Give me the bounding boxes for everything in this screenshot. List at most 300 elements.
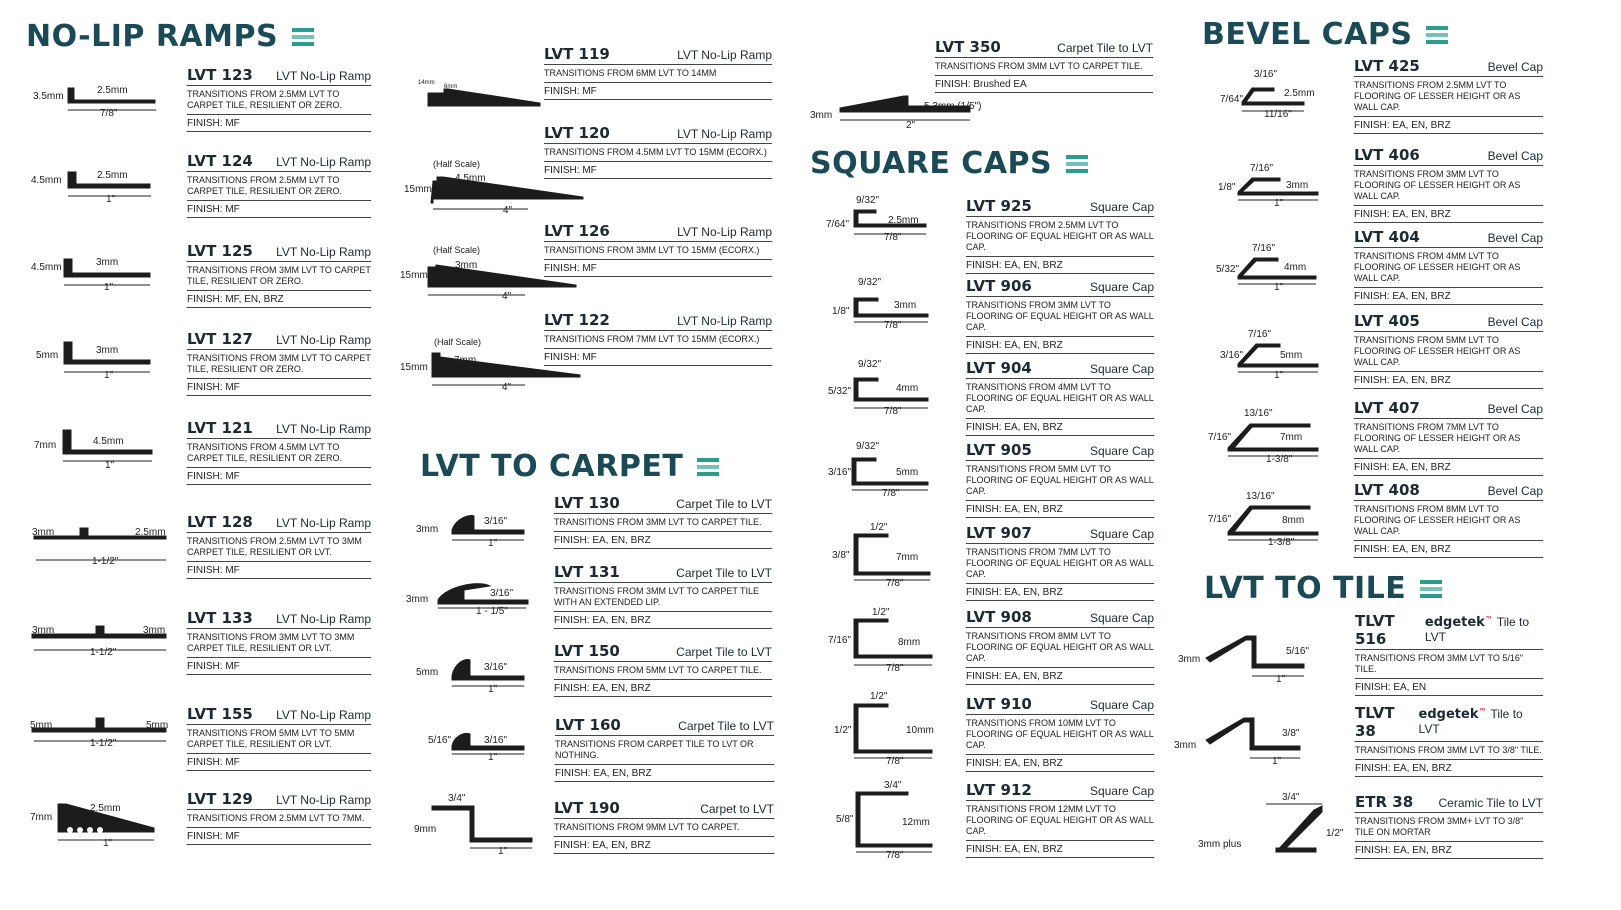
dim-label: 3mm	[96, 257, 119, 268]
product-category: Bevel Cap	[1487, 231, 1543, 245]
product-finish: FINISH: EA, EN, BRZ	[1354, 459, 1543, 476]
profile-diagram-lvt-190	[412, 792, 537, 856]
section-bars-icon	[292, 28, 314, 46]
dim-label: 5mm	[896, 467, 919, 478]
product-description: TRANSITIONS FROM 7MM LVT TO 15MM (ECORX.)	[544, 331, 772, 349]
dim-label: 3mm	[455, 260, 478, 271]
profile-diagram-lvt-907	[830, 520, 940, 590]
dim-label: 3/4"	[884, 780, 902, 791]
product-finish: FINISH: EA, EN	[1355, 679, 1543, 696]
dim-label: 4"	[502, 382, 512, 393]
dim-label: 7/16"	[828, 635, 852, 646]
dim-label: 3mm	[143, 625, 166, 636]
product-code: LVT 908	[966, 608, 1032, 626]
section-heading-square-caps	[810, 146, 1088, 181]
dim-label: 4.5mm	[31, 175, 62, 186]
product-description: TRANSITIONS FROM 3MM LVT TO CARPET TILE.	[935, 58, 1153, 76]
section-heading-bevel-caps	[1202, 17, 1448, 52]
product-category: Square Cap	[1089, 784, 1154, 798]
brand-logo: edgetek™	[1418, 707, 1487, 722]
product-category: Square Cap	[1089, 611, 1154, 625]
product-lvt-123	[187, 66, 371, 132]
profile-diagram-lvt-405	[1218, 326, 1338, 382]
product-code: TLVT 516	[1355, 612, 1395, 648]
profile-diagram-etr-38	[1196, 790, 1346, 858]
dim-label: 7/8"	[882, 488, 900, 499]
dim-label: 3/16"	[484, 662, 508, 673]
profile-diagram-lvt-150	[414, 654, 534, 694]
product-code: LVT 122	[544, 311, 610, 329]
product-finish: FINISH: Brushed EA	[935, 76, 1153, 93]
dim-label: 1"	[488, 684, 498, 695]
product-lvt-130	[554, 494, 772, 549]
dim-label: (Half Scale)	[433, 245, 481, 255]
profile-diagram-lvt-129	[30, 800, 170, 850]
profile-diagram-lvt-912	[834, 776, 944, 860]
dim-label: 4mm	[1284, 262, 1307, 273]
dim-label: 13/16"	[1246, 491, 1275, 502]
product-finish: FINISH: MF	[544, 162, 772, 179]
product-code: LVT 905	[966, 441, 1032, 459]
profile-diagram-lvt-127	[30, 340, 170, 380]
dim-label: 1"	[498, 846, 508, 857]
product-category: Ceramic Tile to LVT	[1438, 796, 1543, 810]
dim-label: 1-3/8"	[1268, 537, 1295, 548]
product-code: LVT 127	[187, 330, 253, 348]
product-code: LVT 123	[187, 66, 253, 84]
dim-label: 3mm	[416, 524, 439, 535]
product-lvt-131	[554, 563, 772, 629]
product-lvt-925	[966, 197, 1154, 274]
product-description: TRANSITIONS FROM 3MM LVT TO CARPET TILE, RESILIENT OR ZERO.	[187, 350, 371, 379]
dim-label: 2.5mm	[1284, 88, 1315, 99]
product-finish: FINISH: MF	[544, 83, 772, 100]
dim-label: 9/32"	[858, 359, 882, 370]
dim-label: 7/8"	[884, 406, 902, 417]
product-code: LVT 130	[554, 494, 620, 512]
dim-label: 7/16"	[1208, 432, 1232, 443]
profile-diagram-lvt-155	[30, 716, 170, 752]
product-category: LVT No-Lip Ramp	[276, 793, 371, 807]
product-category: Square Cap	[1089, 527, 1154, 541]
profile-diagram-lvt-133	[30, 622, 170, 662]
product-category: Carpet Tile to LVT	[678, 719, 774, 733]
product-finish: FINISH: EA, EN, BRZ	[966, 668, 1154, 685]
profile-diagram-lvt-350	[808, 92, 982, 132]
dim-label: 9mm	[414, 824, 437, 835]
product-category: Square Cap	[1089, 280, 1154, 294]
profile-diagram-lvt-124	[30, 166, 170, 206]
dim-label: 1-3/8"	[1266, 454, 1293, 465]
dim-label: 7/8"	[100, 108, 118, 119]
dim-label: 4.5mm	[93, 436, 124, 447]
product-lvt-406	[1354, 146, 1543, 223]
dim-label: 5/32"	[828, 386, 852, 397]
product-category: LVT No-Lip Ramp	[276, 69, 371, 83]
product-code: LVT 906	[966, 277, 1032, 295]
profile-diagram-tlvt-38	[1172, 712, 1332, 772]
product-lvt-905	[966, 441, 1154, 518]
product-description: TRANSITIONS FROM 3MM LVT TO FLOORING OF EQUAL HEIGHT OR AS WALL CAP.	[966, 297, 1154, 337]
product-code: LVT 120	[544, 124, 610, 142]
product-finish: FINISH: EA, EN, BRZ	[966, 337, 1154, 354]
dim-label: 2.5mm	[888, 215, 919, 226]
product-category: LVT No-Lip Ramp	[677, 127, 772, 141]
section-bars-icon	[1420, 580, 1442, 598]
product-category: LVT No-Lip Ramp	[276, 612, 371, 626]
dim-label: 1 - 1/5"	[476, 606, 508, 617]
product-description: TRANSITIONS FROM 3MM LVT TO 15MM (ECORX.)	[544, 242, 772, 260]
section-title: LVT TO CARPET	[420, 449, 684, 484]
product-category: Square Cap	[1089, 444, 1154, 458]
product-lvt-128	[187, 513, 371, 579]
dim-label: 1/2"	[870, 691, 888, 702]
product-etr-38	[1355, 793, 1543, 859]
product-description: TRANSITIONS FROM 10MM LVT TO FLOORING OF EQUAL HEIGHT OR AS WALL CAP.	[966, 715, 1154, 755]
dim-label: 3/16"	[1254, 69, 1278, 80]
dim-label: 1"	[104, 370, 114, 381]
dim-label: 3.5mm	[33, 91, 64, 102]
dim-label: 3/8"	[832, 550, 850, 561]
product-lvt-124	[187, 152, 371, 218]
dim-label: 12mm	[902, 817, 930, 828]
profile-diagram-lvt-126	[400, 243, 585, 301]
product-code: LVT 912	[966, 781, 1032, 799]
profile-diagram-lvt-408	[1206, 488, 1336, 548]
product-lvt-908	[966, 608, 1154, 685]
product-category: edgetek™ Tile to LVT	[1424, 615, 1530, 644]
product-lvt-127	[187, 330, 371, 396]
product-finish: FINISH: EA, EN, BRZ	[1354, 206, 1543, 223]
product-lvt-912	[966, 781, 1154, 858]
product-finish: FINISH: EA, EN, BRZ	[554, 612, 772, 629]
dim-label: 3/16"	[484, 735, 508, 746]
product-code: LVT 160	[555, 716, 621, 734]
product-finish: FINISH: EA, EN, BRZ	[966, 501, 1154, 518]
dim-label: 1/2"	[872, 607, 890, 618]
dim-label: 1"	[488, 752, 498, 763]
profile-diagram-lvt-406	[1218, 160, 1338, 212]
dim-label: 1"	[1274, 370, 1284, 381]
dim-label: 7/64"	[1220, 94, 1244, 105]
product-category: Carpet to LVT	[700, 802, 774, 816]
dim-label: 9/32"	[858, 277, 882, 288]
product-code: LVT 155	[187, 705, 253, 723]
profile-diagram-lvt-906	[830, 274, 940, 332]
product-category: LVT No-Lip Ramp	[677, 225, 772, 239]
profile-diagram-lvt-128	[30, 520, 170, 568]
dim-label: 1/8"	[832, 306, 850, 317]
profile-diagram-lvt-404	[1216, 240, 1336, 294]
product-category: Carpet Tile to LVT	[1057, 41, 1153, 55]
product-code: LVT 925	[966, 197, 1032, 215]
product-description: TRANSITIONS FROM 2.5MM LVT TO CARPET TILE, RESILIENT OR ZERO.	[187, 172, 371, 201]
dim-label: 7mm	[1280, 432, 1303, 443]
product-code: ETR 38	[1355, 793, 1414, 811]
dim-label: 15mm	[404, 184, 432, 195]
product-lvt-133	[187, 609, 371, 675]
dim-label: 3/4"	[448, 793, 466, 804]
product-code: LVT 405	[1354, 312, 1420, 330]
product-finish: FINISH: EA, EN, BRZ	[1354, 541, 1543, 558]
dim-label: 5mm	[146, 720, 169, 731]
section-bars-icon	[1426, 26, 1448, 44]
product-description: TRANSITIONS FROM 3MM LVT TO 3MM CARPET TILE, RESILIENT OR LVT.	[187, 629, 371, 658]
dim-label: 1"	[488, 538, 498, 549]
dim-label: 5mm	[1280, 350, 1303, 361]
dim-label: 13/16"	[1244, 408, 1273, 419]
section-title: BEVEL CAPS	[1202, 17, 1413, 52]
product-category: edgetek™ Tile to LVT	[1418, 707, 1523, 736]
profile-diagram-lvt-130	[414, 508, 534, 548]
product-code: LVT 350	[935, 38, 1001, 56]
product-category: Carpet Tile to LVT	[676, 645, 772, 659]
product-description: TRANSITIONS FROM 3MM LVT TO CARPET TILE.	[554, 514, 772, 532]
product-category: LVT No-Lip Ramp	[276, 708, 371, 722]
section-heading-no-lip-ramps	[26, 19, 314, 54]
product-finish: FINISH: MF	[187, 562, 371, 579]
product-finish: FINISH: EA, EN, BRZ	[1354, 117, 1543, 134]
product-finish: FINISH: EA, EN, BRZ	[966, 419, 1154, 436]
dim-label: 3mm	[32, 625, 55, 636]
dim-label: 3/16"	[1220, 350, 1244, 361]
dim-label: 7mm	[454, 355, 477, 366]
product-description: TRANSITIONS FROM 5MM LVT TO CARPET TILE.	[554, 662, 772, 680]
product-tlvt-516	[1355, 612, 1543, 696]
dim-label: 2.5mm	[97, 170, 128, 181]
dim-label: 2"	[906, 120, 916, 131]
product-code: LVT 128	[187, 513, 253, 531]
dim-label: 1-1/2"	[90, 647, 117, 658]
product-finish: FINISH: EA, EN, BRZ	[554, 532, 772, 549]
dim-label: 1/2"	[870, 522, 888, 533]
profile-diagram-lvt-407	[1206, 404, 1336, 464]
product-code: LVT 407	[1354, 399, 1420, 417]
dim-label: 7/8"	[886, 756, 904, 767]
product-category: LVT No-Lip Ramp	[677, 314, 772, 328]
dim-label: 7/8"	[886, 850, 904, 861]
product-code: LVT 190	[554, 799, 620, 817]
product-code: LVT 121	[187, 419, 253, 437]
dim-label: 8mm	[898, 637, 921, 648]
dim-label: 7/8"	[886, 663, 904, 674]
product-lvt-150	[554, 642, 772, 697]
product-code: LVT 150	[554, 642, 620, 660]
dim-label: 1-1/2"	[92, 556, 119, 567]
product-description: TRANSITIONS FROM 5MM LVT TO 5MM CARPET TILE, RESILIENT OR LVT.	[187, 725, 371, 754]
product-description: TRANSITIONS FROM 5MM LVT TO FLOORING OF LESSER HEIGHT OR AS WALL CAP.	[1354, 332, 1543, 372]
product-description: TRANSITIONS FROM 4MM LVT TO FLOORING OF LESSER HEIGHT OR AS WALL CAP.	[1354, 248, 1543, 288]
dim-label: 1"	[1274, 282, 1284, 293]
product-lvt-125	[187, 242, 371, 308]
dim-label: 10mm	[906, 725, 934, 736]
product-description: TRANSITIONS FROM CARPET TILE TO LVT OR NOTHING.	[555, 736, 774, 765]
dim-label: 1"	[1274, 198, 1284, 209]
product-lvt-425	[1354, 57, 1543, 134]
product-finish: FINISH: EA, EN, BRZ	[554, 680, 772, 697]
product-lvt-906	[966, 277, 1154, 354]
product-lvt-404	[1354, 228, 1543, 305]
section-bars-icon	[697, 458, 719, 476]
dim-label: 9/32"	[856, 441, 880, 452]
product-description: TRANSITIONS FROM 3MM LVT TO FLOORING OF LESSER HEIGHT OR AS WALL CAP.	[1354, 166, 1543, 206]
product-lvt-350	[935, 38, 1153, 93]
product-finish: FINISH: MF	[187, 201, 371, 218]
product-description: TRANSITIONS FROM 9MM LVT TO CARPET.	[554, 819, 774, 837]
product-finish: FINISH: MF	[187, 115, 371, 132]
product-category: Square Cap	[1089, 362, 1154, 376]
dim-label: 4"	[502, 291, 512, 302]
dim-label: 3mm	[32, 527, 55, 538]
section-heading-lvt-to-tile	[1204, 571, 1442, 606]
product-finish: FINISH: MF, EN, BRZ	[187, 291, 371, 308]
product-category: Square Cap	[1089, 200, 1154, 214]
product-category: LVT No-Lip Ramp	[276, 333, 371, 347]
product-finish: FINISH: MF	[187, 379, 371, 396]
dim-label: 7mm	[34, 440, 57, 451]
product-finish: FINISH: MF	[544, 260, 772, 277]
product-category: LVT No-Lip Ramp	[677, 48, 772, 62]
dim-label: 7mm	[896, 552, 919, 563]
product-lvt-155	[187, 705, 371, 771]
product-description: TRANSITIONS FROM 8MM LVT TO FLOORING OF EQUAL HEIGHT OR AS WALL CAP.	[966, 628, 1154, 668]
product-code: LVT 133	[187, 609, 253, 627]
profile-diagram-lvt-905	[826, 438, 936, 498]
product-finish: FINISH: EA, EN, BRZ	[966, 584, 1154, 601]
product-finish: FINISH: EA, EN, BRZ	[554, 837, 774, 854]
product-lvt-119	[544, 45, 772, 100]
section-bars-icon	[1066, 155, 1088, 173]
product-finish: FINISH: MF	[544, 349, 772, 366]
dim-label: 1"	[105, 460, 115, 471]
profile-diagram-lvt-119	[418, 76, 548, 116]
product-description: TRANSITIONS FROM 6MM LVT TO 14MM	[544, 65, 772, 83]
profile-diagram-tlvt-516	[1176, 628, 1336, 688]
dim-label: 4.5mm	[31, 262, 62, 273]
dim-label: 2.5mm	[90, 803, 121, 814]
product-category: Carpet Tile to LVT	[676, 497, 772, 511]
product-code: TLVT 38	[1355, 704, 1395, 740]
dim-label: 3mm	[1286, 180, 1309, 191]
product-description: TRANSITIONS FROM 5MM LVT TO FLOORING OF EQUAL HEIGHT OR AS WALL CAP.	[966, 461, 1154, 501]
product-code: LVT 910	[966, 695, 1032, 713]
product-description: TRANSITIONS FROM 2.5MM LVT TO FLOORING OF EQUAL HEIGHT OR AS WALL CAP.	[966, 217, 1154, 257]
product-description: TRANSITIONS FROM 4MM LVT TO FLOORING OF EQUAL HEIGHT OR AS WALL CAP.	[966, 379, 1154, 419]
product-category: Bevel Cap	[1487, 315, 1543, 329]
dim-label: 3mm	[96, 345, 119, 356]
dim-label: 3mm	[810, 110, 833, 121]
product-lvt-407	[1354, 399, 1543, 476]
product-finish: FINISH: EA, EN, BRZ	[1354, 288, 1543, 305]
profile-diagram-lvt-910	[830, 688, 942, 768]
product-description: TRANSITIONS FROM 12MM LVT TO FLOORING OF EQUAL HEIGHT OR AS WALL CAP.	[966, 801, 1154, 841]
profile-diagram-lvt-125	[30, 255, 170, 295]
profile-diagram-lvt-122	[400, 335, 585, 393]
dim-label: 3/8"	[1282, 728, 1300, 739]
section-title: SQUARE CAPS	[810, 146, 1053, 181]
product-finish: FINISH: MF	[187, 828, 371, 845]
section-title: NO-LIP RAMPS	[26, 19, 279, 54]
dim-label: 1"	[1272, 756, 1282, 767]
product-code: LVT 124	[187, 152, 253, 170]
product-code: LVT 425	[1354, 57, 1420, 75]
dim-label: 4"	[503, 205, 513, 216]
product-category: LVT No-Lip Ramp	[276, 516, 371, 530]
dim-label: 15mm	[400, 270, 428, 281]
product-code: LVT 404	[1354, 228, 1420, 246]
dim-label: 5/16"	[1286, 646, 1310, 657]
product-description: TRANSITIONS FROM 2.5MM LVT TO CARPET TILE, RESILIENT OR ZERO.	[187, 86, 371, 115]
dim-label: 7/64"	[826, 219, 850, 230]
dim-label: 7/16"	[1208, 514, 1232, 525]
product-category: LVT No-Lip Ramp	[276, 155, 371, 169]
dim-label: 5/16"	[428, 735, 452, 746]
section-title: LVT TO TILE	[1204, 571, 1407, 606]
dim-label: 7/8"	[884, 320, 902, 331]
profile-diagram-lvt-925	[826, 192, 936, 242]
dim-label: 3mm	[406, 594, 429, 605]
product-description: TRANSITIONS FROM 8MM LVT TO FLOORING OF LESSER HEIGHT OR AS WALL CAP.	[1354, 501, 1543, 541]
product-category: Carpet Tile to LVT	[676, 566, 772, 580]
dim-label: 1-1/2"	[90, 738, 117, 749]
dim-label: 5.3mm (1/5")	[924, 101, 982, 112]
product-finish: FINISH: EA, EN, BRZ	[966, 841, 1154, 858]
dim-label: 4.5mm	[455, 173, 486, 184]
dim-label: 3mm	[894, 300, 917, 311]
product-code: LVT 406	[1354, 146, 1420, 164]
dim-label: 7/8"	[884, 232, 902, 243]
dim-label: 5/32"	[1216, 264, 1240, 275]
dim-label: 14mm	[418, 80, 435, 86]
product-category: Square Cap	[1089, 698, 1154, 712]
product-finish: FINISH: EA, EN, BRZ	[1354, 372, 1543, 389]
product-lvt-907	[966, 524, 1154, 601]
dim-label: 4mm	[896, 383, 919, 394]
dim-label: 1"	[1276, 674, 1286, 685]
product-category: Bevel Cap	[1487, 60, 1543, 74]
dim-label: 6mm	[444, 84, 458, 90]
dim-label: 1/2"	[834, 725, 852, 736]
dim-label: 3mm	[1178, 654, 1201, 665]
product-lvt-408	[1354, 481, 1543, 558]
profile-diagram-lvt-121	[30, 428, 170, 470]
product-category: LVT No-Lip Ramp	[276, 245, 371, 259]
product-code: LVT 907	[966, 524, 1032, 542]
product-description: TRANSITIONS FROM 2.5MM LVT TO FLOORING OF LESSER HEIGHT OR AS WALL CAP.	[1354, 77, 1543, 117]
product-finish: FINISH: EA, EN, BRZ	[966, 257, 1154, 274]
product-finish: FINISH: EA, EN, BRZ	[966, 755, 1154, 772]
product-finish: FINISH: EA, EN, BRZ	[1355, 760, 1543, 777]
product-description: TRANSITIONS FROM 4.5MM LVT TO 15MM (ECORX.)	[544, 144, 772, 162]
dim-label: 3/16"	[484, 516, 508, 527]
profile-diagram-lvt-160	[426, 726, 536, 762]
dim-label: 2.5mm	[135, 527, 166, 538]
dim-label: (Half Scale)	[433, 159, 481, 169]
product-code: LVT 904	[966, 359, 1032, 377]
dim-label: 7/16"	[1250, 163, 1274, 174]
product-description: TRANSITIONS FROM 3MM LVT TO CARPET TILE, RESILIENT OR ZERO.	[187, 262, 371, 291]
profile-diagram-lvt-123	[30, 80, 170, 120]
dim-label: 1/2"	[1326, 828, 1344, 839]
dim-label: 8mm	[1282, 515, 1305, 526]
product-code: LVT 126	[544, 222, 610, 240]
dim-label: 1"	[103, 838, 113, 849]
product-description: TRANSITIONS FROM 7MM LVT TO FLOORING OF EQUAL HEIGHT OR AS WALL CAP.	[966, 544, 1154, 584]
dim-label: 1"	[104, 282, 114, 293]
product-code: LVT 129	[187, 790, 253, 808]
dim-label: 5mm	[36, 350, 59, 361]
product-description: TRANSITIONS FROM 3MM+ LVT TO 3/8" TILE ON MORTAR	[1355, 813, 1543, 842]
